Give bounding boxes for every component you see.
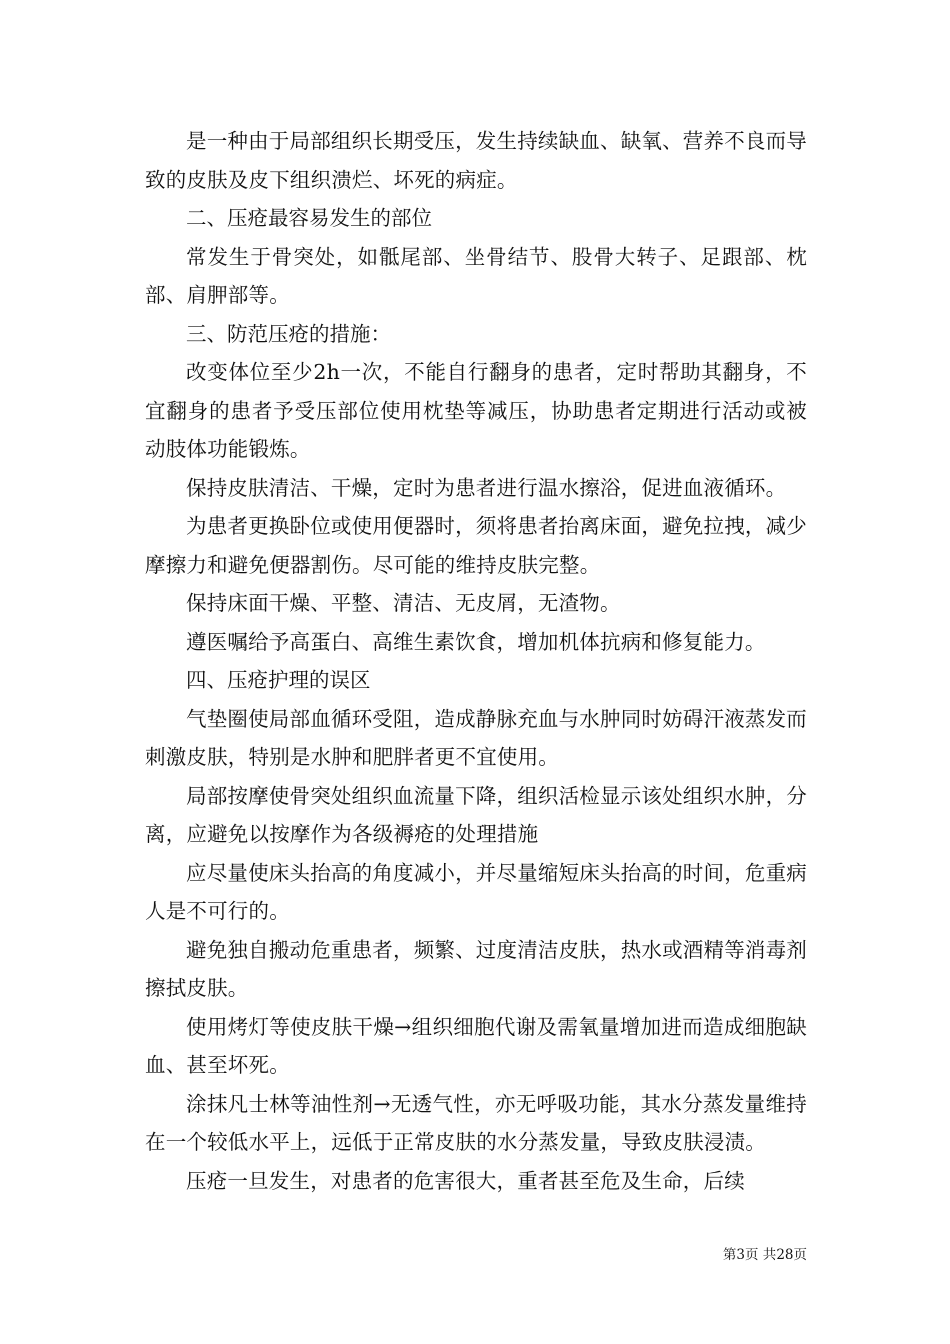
section-heading-prevention: 三、防范压疮的措施： [186, 321, 391, 346]
footer-middle: 页 共 [745, 1247, 777, 1263]
paragraph-moving-patient: 为患者更换卧位或使用便器时，须将患者抬离床面，避免拉拽，减少摩擦力和避免便器割伤。尽可能的维持皮肤完整。 [145, 514, 807, 577]
footer-prefix: 第 [722, 1247, 737, 1263]
paragraph-reposition: 改变体位至少2h一次，不能自行翻身的患者，定时帮助其翻身，不宜翻身的患者予受压部位使用枕垫等减压，协助患者定期进行活动或被动肢体功能锻炼。 [145, 360, 807, 461]
paragraph-bed-surface: 保持床面干燥、平整、清洁、无皮屑，无渣物。 [186, 591, 621, 615]
footer-total-pages: 28 [776, 1247, 794, 1263]
paragraph-skin-clean: 保持皮肤清洁、干燥，定时为患者进行温水擦浴，促进血液循环。 [186, 475, 787, 500]
paragraph-moving-alone: 避免独自搬动危重患者，频繁、过度清洁皮肤，热水或酒精等消毒剂擦拭皮肤。 [145, 937, 807, 1000]
paragraph-nutrition: 遵医嘱给予高蛋白、高维生素饮食，增加机体抗病和修复能力。 [186, 629, 766, 654]
paragraph-heat-lamp: 使用烤灯等使皮肤干燥→组织细胞代谢及需氧量增加进而造成细胞缺血、甚至坏死。 [145, 1014, 807, 1077]
paragraph-air-ring: 气垫圈使局部血循环受阻，造成静脉充血与水肿同时妨碍汗液蒸发而刺激皮肤，特别是水肿和肥胖者更不宜使用。 [145, 706, 807, 769]
paragraph-bed-head: 应尽量使床头抬高的角度减小，并尽量缩短床头抬高的时间，危重病人是不可行的。 [145, 860, 807, 923]
document-body [145, 122, 807, 1200]
section-heading-misconceptions: 四、压疮护理的误区 [186, 668, 371, 692]
footer-suffix: 页 [793, 1247, 807, 1263]
page-number-footer [723, 1246, 807, 1264]
footer-current-page: 3 [736, 1247, 746, 1263]
section-heading-common-sites: 二、压疮最容易发生的部位 [186, 206, 432, 230]
paragraph-massage: 局部按摩使骨突处组织血流量下降，组织活检显示该处组织水肿，分离，应避免以按摩作为各级褥疮的处理措施 [145, 783, 807, 846]
paragraph-definition: 是一种由于局部组织长期受压，发生持续缺血、缺氧、营养不良而导致的皮肤及皮下组织溃烂、坏死的病症。 [145, 129, 807, 192]
paragraph-consequence: 压疮一旦发生，对患者的危害很大，重者甚至危及生命，后续 [186, 1168, 745, 1193]
paragraph-vaseline: 涂抹凡士林等油性剂→无透气性，亦无呼吸功能，其水分蒸发量维持在一个较低水平上，远低于正常皮肤的水分蒸发量，导致皮肤浸渍。 [145, 1091, 807, 1154]
paragraph-common-sites: 常发生于骨突处，如骶尾部、坐骨结节、股骨大转子、足跟部、枕部、肩胛部等。 [145, 244, 807, 307]
